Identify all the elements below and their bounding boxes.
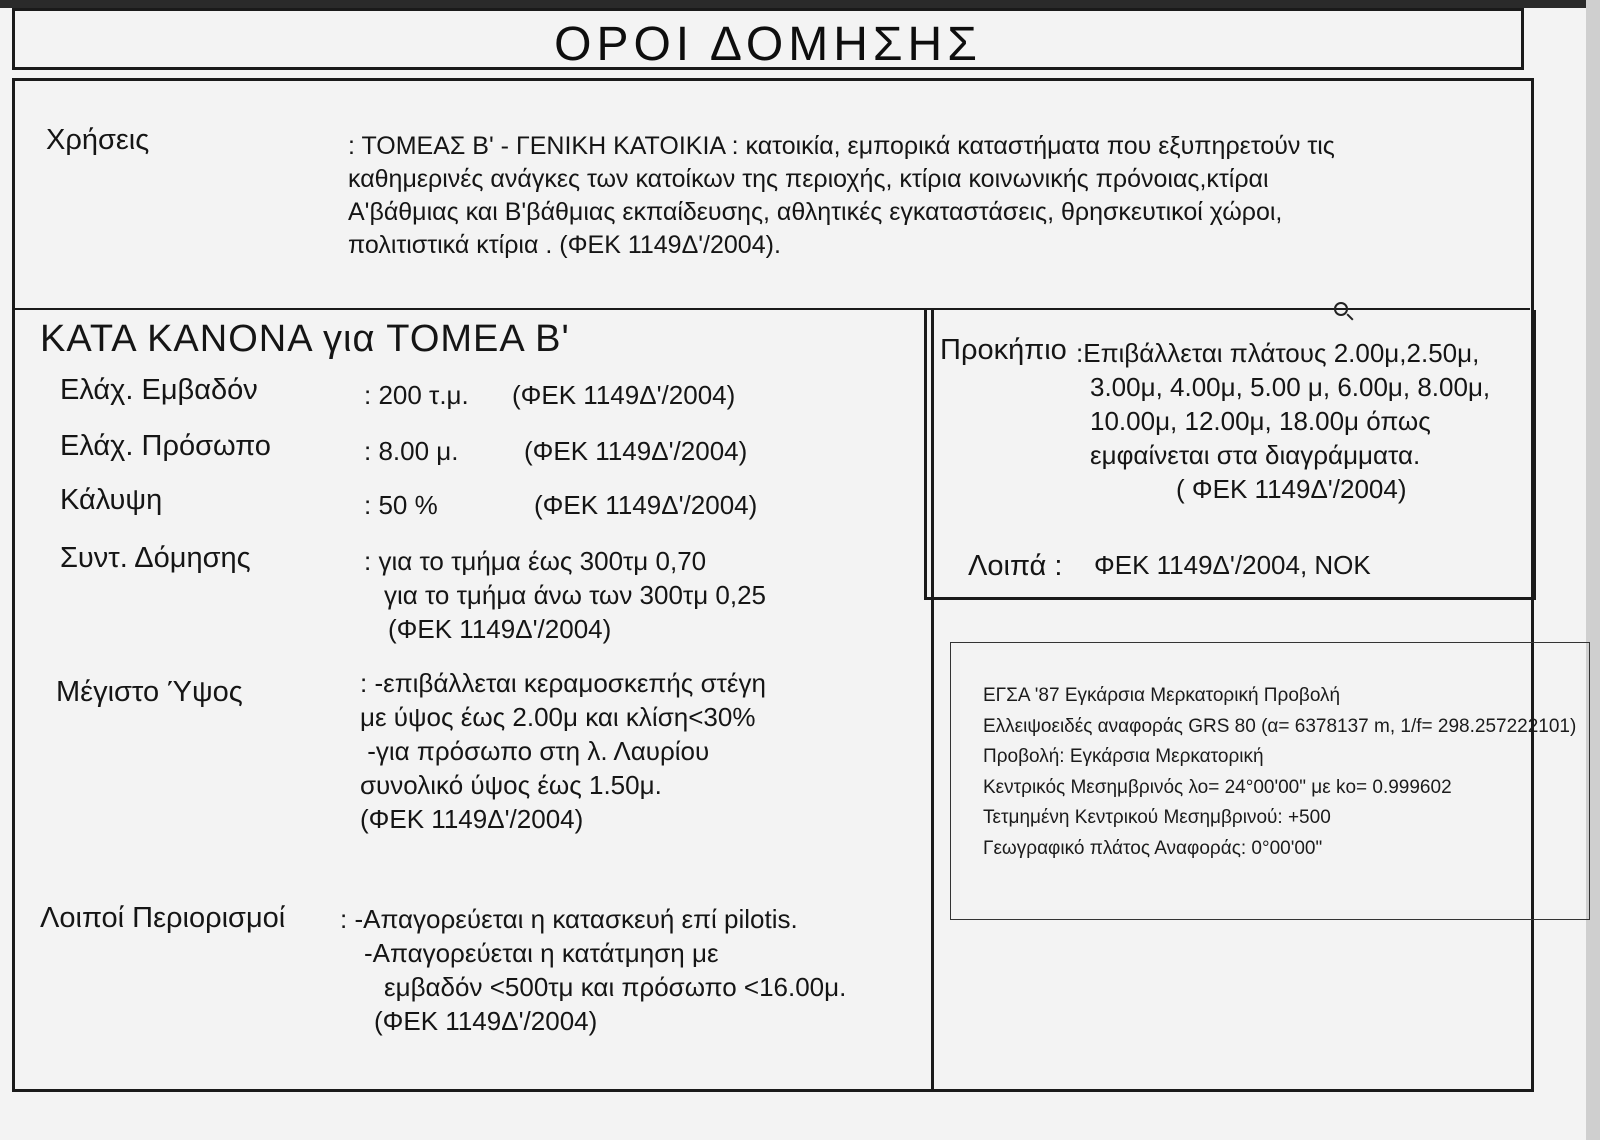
- coordinate-line: Τετμημένη Κεντρικού Μεσημβρινού: +500: [983, 807, 1331, 828]
- building-coef-text: [364, 546, 766, 648]
- max-height-line: με ύψος έως 2.00μ και κλίση<30%: [360, 702, 756, 732]
- other-restrictions-line: : -Απαγορεύεται η κατασκευή επί pilotis.: [340, 904, 798, 934]
- max-height-label: Μέγιστο Ύψος: [56, 676, 243, 708]
- min-area-ref: (ΦΕΚ 1149Δ'/2004): [512, 380, 736, 410]
- min-area-label: Ελάχ. Εμβαδόν: [60, 374, 258, 406]
- misc-label: Λοιπά :: [968, 550, 1063, 582]
- setback-line: 3.00μ, 4.00μ, 5.00 μ, 6.00μ, 8.00μ,: [1090, 372, 1491, 402]
- min-frontage-value: : 8.00 μ.: [364, 436, 459, 466]
- coordinate-line: Ελλειψοειδές αναφοράς GRS 80 (α= 6378137 m, 1/f= 298.257222101): [983, 715, 1577, 737]
- building-coef-label: Συντ. Δόμησης: [60, 542, 251, 574]
- uses-line: καθημερινές ανάγκες των κατοίκων της περιοχής, κτίρια κοινωνικής πρόνοιας,κτίραι: [348, 165, 1269, 193]
- misc-value: ΦΕΚ 1149Δ'/2004, ΝΟΚ: [1094, 550, 1371, 580]
- coverage-label: Κάλυψη: [60, 484, 163, 516]
- title-box: [12, 8, 1524, 70]
- screen-right-edge: [1586, 0, 1600, 1140]
- uses-label: Χρήσεις: [46, 124, 150, 156]
- page-title: ΟΡΟΙ ΔΟΜΗΣΗΣ: [554, 18, 982, 71]
- max-height-line: -για πρόσωπο στη λ. Λαυρίου: [360, 736, 710, 766]
- coordinate-line: ΕΓΣΑ '87 Εγκάρσια Μερκατορική Προβολή: [983, 685, 1341, 706]
- setback-line: :Επιβάλλεται πλάτους 2.00μ,2.50μ,: [1076, 338, 1480, 368]
- min-frontage-ref: (ΦΕΚ 1149Δ'/2004): [524, 436, 748, 466]
- coordinate-line: Γεωγραφικό πλάτος Αναφοράς: 0°00'00": [983, 837, 1323, 859]
- screen-top-edge: [0, 0, 1600, 8]
- max-height-line: : -επιβάλλεται κεραμοσκεπής στέγη: [360, 668, 766, 698]
- other-restrictions-text: [340, 904, 846, 1040]
- coverage-value: : 50 %: [364, 490, 438, 520]
- coordinate-line: Κεντρικός Μεσημβρινός λο= 24°00'00" με ko= 0.999602: [983, 776, 1452, 798]
- max-height-ref: (ΦΕΚ 1149Δ'/2004): [360, 804, 584, 834]
- min-frontage-label: Ελάχ. Πρόσωπο: [60, 430, 271, 462]
- coordinate-system-text: [983, 681, 1576, 864]
- coordinate-system-box: [950, 642, 1590, 920]
- uses-line: Α'βάθμιας και Β'βάθμιας εκπαίδευσης, αθλητικές εγκαταστάσεις, θρησκευτικοί χώροι,: [348, 198, 1283, 226]
- uses-line: πολιτιστικά κτίρια . (ΦΕΚ 1149Δ'/2004).: [348, 231, 781, 259]
- coverage-ref: (ΦΕΚ 1149Δ'/2004): [534, 490, 758, 520]
- uses-text: [348, 130, 1335, 262]
- setback-label: Προκήπιο: [940, 334, 1067, 366]
- setback-line: εμφαίνεται στα διαγράμματα.: [1090, 440, 1421, 470]
- other-restrictions-line: εμβαδόν <500τμ και πρόσωπο <16.00μ.: [384, 972, 847, 1002]
- coordinate-line: Προβολή: Εγκάρσια Μερκατορική: [983, 746, 1264, 767]
- other-restrictions-line: -Απαγορεύεται η κατάτμηση με: [364, 938, 719, 968]
- min-area-value: : 200 τ.μ.: [364, 380, 469, 410]
- building-coef-line: για το τμήμα άνω των 300τμ 0,25: [384, 580, 767, 610]
- other-restrictions-label: Λοιποί Περιορισμοί: [40, 902, 286, 934]
- building-coef-line: : για το τμήμα έως 300τμ 0,70: [364, 546, 707, 576]
- rules-title: ΚΑΤΑ ΚΑΝΟΝΑ για ΤΟΜΕΑ Β': [40, 318, 570, 360]
- setback-ref: ( ΦΕΚ 1149Δ'/2004): [1176, 474, 1407, 504]
- other-restrictions-ref: (ΦΕΚ 1149Δ'/2004): [374, 1006, 598, 1036]
- setback-line: 10.00μ, 12.00μ, 18.00μ όπως: [1090, 406, 1431, 436]
- building-coef-ref: (ΦΕΚ 1149Δ'/2004): [388, 614, 612, 644]
- uses-line: : ΤΟΜΕΑΣ Β' - ΓΕΝΙΚΗ ΚΑΤΟΙΚΙΑ : κατοικία, εμπορικά καταστήματα που εξυπηρετούν τις: [348, 132, 1335, 160]
- max-height-line: συνολικό ύψος έως 1.50μ.: [360, 770, 662, 800]
- setback-text: [1076, 338, 1491, 508]
- max-height-text: [360, 668, 766, 838]
